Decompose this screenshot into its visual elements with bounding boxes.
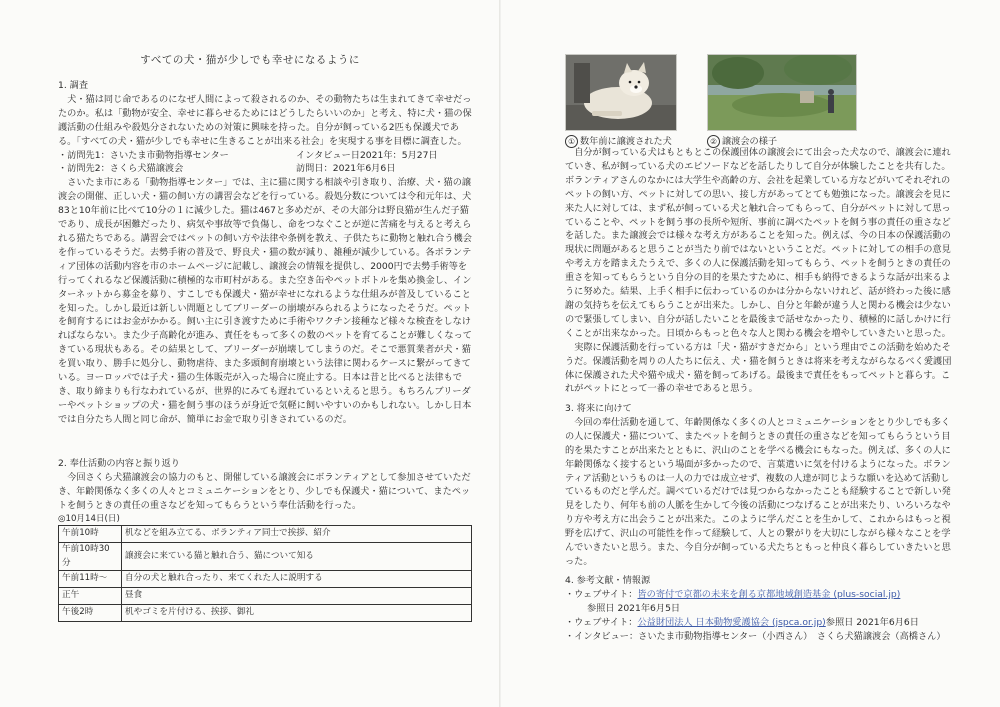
- photo2-caption-text: 譲渡会の様子: [722, 136, 778, 147]
- reference-2-date: 参照日 2021年6月6日: [825, 616, 919, 628]
- photo2-marker: ②: [707, 135, 720, 148]
- page-title: すべての犬・猫が少しでも幸せになるように: [140, 54, 360, 66]
- future-body: 今回の奉仕活動を通して、年齢関係なく多くの人とコミュニケーションをとり少しでも多くの人に保護犬・猫について、またペットを飼うときの責任の重さなどを知ってもらうという目的を果たすことが出来たとともに、沢山のことを学べる機会にもなった。例えば、多くの人に年齢関係なく接するという場面が多かったので、言葉遣いに気を付けるようになった。ボランティア活動というものは一人の力では成立せず、複数の人達が同じような願いを込めて活動しているものだと学んだ。調べているだけでは見つからなかったことも経験することで新しい発見をしたり、何年も前の人脈を生かして今後の活動につなげることが出来たり、いろいろなやり方や考え方に出会うことが出来た。このように学んだことを生かして、これからはもっと視野を広げて、沢山の可能性を作って経験して、人との繋がりを大切にしながら様々なことを学んでいきたいと思う。また、今自分が飼っている犬たちともっと仲良く暮らしていきたいと思った。: [565, 416, 951, 567]
- schedule-time: 午前10時30分: [59, 542, 122, 571]
- schedule-time: 午前10時: [59, 525, 122, 542]
- reference-1-date: 参照日 2021年6月5日: [587, 602, 681, 614]
- schedule-activity: 机などを組み立てる、ボランティア同士で挨拶、紹介: [122, 525, 472, 542]
- adoption-event-photo: [707, 54, 857, 131]
- photo1-caption-text: 数年前に譲渡された犬: [580, 136, 672, 147]
- visit2-place: ・訪問先2：さくら犬猫譲渡会: [58, 163, 184, 175]
- section-volunteer: [58, 457, 473, 622]
- schedule-row: [59, 605, 472, 622]
- schedule-date: ◎10月14日(日): [58, 513, 120, 524]
- reference-1: [565, 588, 985, 602]
- schedule-row: [59, 571, 472, 588]
- schedule-table: [58, 525, 472, 623]
- schedule-time: 午後2時: [59, 605, 122, 622]
- section-heading-survey: 1. 調査: [58, 80, 89, 91]
- visit1-place: ・訪問先1：さいたま市動物指導センター: [58, 149, 229, 161]
- right-page: [500, 0, 1000, 707]
- schedule-row: [59, 542, 472, 571]
- schedule-time: 正午: [59, 588, 122, 605]
- volunteer-reflection: 自分が飼っている犬はもともとこの保護団体の譲渡会にて出会った犬なので、譲渡会に連れていき、私が飼っている犬のエピソードなどを話したりして自分が体験したことを共有した。ボランティアさんのなかには大学生や高齢の方、会社を起業している方などがいてそれぞれのペットの飼い方、ペットに対しての思い、接し方があってとても勉強になった。譲渡会を見に来た人に対しては、まず私が飼っている犬と触れ合ってもらって、自分がペットに対して思っていることや、ペットを飼う事の長所や短所、事前に調べたペットを飼う事の責任の重さなどを話した。また譲渡会では様々な考え方があることを知った。例えば、今の日本の保護活動の現状に問題があると思うことが当たり前ではないということだ。ペットに対しての相手の意見や考え方を踏まえたうえで、多くの人に保護活動を知ってもらう、ペットを飼うときの責任の重さを知ってもらうという自分の目的を果たすために、相手も納得できるような話が出来るように努めた。結果、上手く相手に伝わっているのかは分からないけれど、話が終わった後に感謝の気持ちを伝えてもらうことが出来た。しかし、自分と年齢が違う人と関わる機会は少ないので緊張してしまい、自分が話したいことを最後まで話せなかったり、積極的に話しかけに行くことが出来なかった。日頃からもっと色々な人と関わる機会を増やしていきたいと思った。: [565, 147, 951, 339]
- schedule-activity: 自分の犬と触れ合ったり、来てくれた人に説明する: [122, 571, 472, 588]
- schedule-row: [59, 525, 472, 542]
- schedule-time: 午前11時～: [59, 571, 122, 588]
- volunteer-intro: 今回さくら犬猫譲渡会の協力のもと、開催している譲渡会にボランティアとして参加させていただき、年齢関係なく多くの人々とコミュニケーションをとり、少しでも保護犬・猫について、またペットを飼うときの責任の重さなどを知ってもらうという奉仕活動を行った。: [58, 471, 471, 511]
- schedule-activity: 昼食: [122, 588, 472, 605]
- reference-2: [565, 616, 985, 630]
- reference-1-prefix: ・ウェブサイト：: [565, 588, 638, 600]
- visit-list: [58, 149, 473, 177]
- reference-1-link[interactable]: 皆の寄付で京都の未来を創る京都地域創造基金 (plus-social.jp): [637, 588, 901, 600]
- reference-2-link[interactable]: 公益財団法人 日本動物愛護協会 (jspca.or.jp): [637, 616, 826, 628]
- schedule-activity: 机やゴミを片付ける、挨拶、御礼: [122, 605, 472, 622]
- reference-2-prefix: ・ウェブサイト：: [565, 616, 638, 628]
- visit1-date: インタビュー日2021年：5月27日: [296, 149, 438, 161]
- schedule-row: [59, 588, 472, 605]
- section-heading-references: 4. 参考文献・情報源: [565, 575, 651, 586]
- volunteer-conclusion: 実際に保護活動を行っている方は「犬・猫がすきだから」という理由でこの活動を始めたそうだ。保護活動を周りの人たちに伝え、犬・猫を飼うときは将来を考えながらなるべく愛護団体に保護された犬や猫や成犬・猫を飼ってあげる。最後まで責任をもってペットと暮らす。これがペットにとって一番の幸せであると思う。: [565, 341, 952, 395]
- section-survey: [58, 79, 473, 427]
- section-heading-volunteer: 2. 奉仕活動の内容と振り返り: [58, 458, 180, 469]
- survey-intro: 犬・猫は同じ命であるのになぜ人間によって殺されるのか、その動物たちは生まれてきて幸せだったのか。私は「動物が安全、幸せに暮らせるためにはどうしたらいいのか」と考え、特に犬・猫の保護活動の仕組みや殺処分されないための対策に興味を持った。自分が飼っている2匹も保護犬である。「すべての犬・猫が少しでも幸せに生きることが出来る社会」を実現する事を目標に調査した。: [58, 93, 472, 147]
- visit2-date: 訪問日：2021年6月6日: [296, 163, 396, 175]
- volunteer-continued: [565, 146, 952, 396]
- dog-photo: [565, 54, 677, 131]
- survey-body: さいたま市にある「動物指導センター」では、主に猫に関する相談や引き取り、治療、犬・猫の譲渡会の開催、正しい犬・猫の飼い方の講習会などを行っている。殺処分数については令和元年は、犬83と10年前に比べて10分の１に減少した。猫は467と多めだが、その大部分は野良猫が生んだ子猫であり、成長が困難だったり、病気や事故等で負傷し、命をつなぐことが逆に苦痛を与えると考えられる猫たちである。講習会ではペットの飼い方や法律や条例を教え、子供たちに動物と触れ合う機会を作っているそうだ。去勢手術の普及で、野良犬・猫の数が減り、雑種が減少している。各ボランティア団体の活動内容を市のホームページに記載し、譲渡会の情報を提供し、2000円で去勢手術等を行ってくれるなど保護活動に積極的な市町村がある。また空き缶やペットボトルを集め換金し、インターネットから募金を募り、すこしでも保護犬・猫が幸せになれるような仕組みが普及していることを知った。しかし最近は新しい問題としてブリーダーの崩壊がみられるようになったそうだ。ペットを飼育するにはお金がかかる。飼い主に引き渡すために手術やワクチン接種など様々な検査をしなければならない。また少子高齢化が進み、責任をもって多くの数のペットを育てることが難しくなってきている現状もある。その結果として、ブリーダーが崩壊してしまうのだ。そこで悪質業者が犬・猫を買い取り、勝手に処分し、動物虐待、また多頭飼育崩壊という法律に関わるケースに繋がってきている。ヨーロッパでは子犬・猫の生体販売が入った場合に廃止する。日本は昔と比べると法律もでき、取り締まりも行なわれているが、世界的にみても遅れているといえると思う。もちろんブリーダーやペットショップの犬・猫を飼う事のほうが身近で気軽に飼いやすいのかもしれない。しかし日本では自分たち人間と同じ命が、簡単にお金で取り引きされているのだ。: [58, 177, 472, 425]
- photo1-marker: ①: [565, 135, 578, 148]
- schedule-activity: 譲渡会に来ている猫と触れ合う、猫について知る: [122, 542, 472, 571]
- section-future: [565, 402, 952, 569]
- section-heading-future: 3. 将来に向けて: [565, 403, 632, 414]
- section-references: [565, 574, 985, 644]
- reference-3: ・インタビュー：さいたま市動物指導センター（小西さん） さくら犬猫譲渡会（高橋さん）: [565, 630, 946, 642]
